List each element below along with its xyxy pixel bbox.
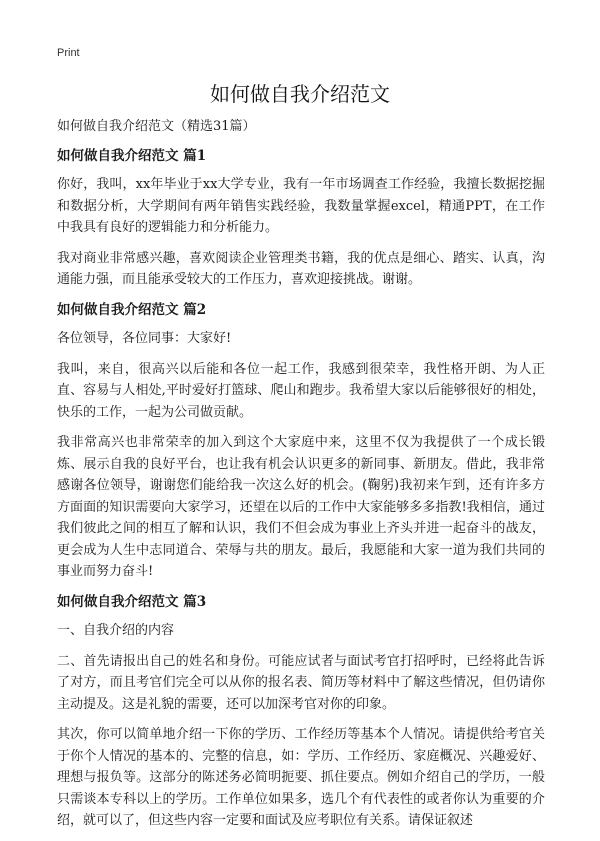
paragraph: 我叫，来自，很高兴以后能和各位一起工作，我感到很荣幸，我性格开朗、为人正直、容易与人相处,平时爱好打篮球、爬山和跑步。我希望大家以后能够很好的相处，快乐的工作，一起为公司做贡献。 <box>57 361 545 420</box>
paragraph: 你好，我叫，xx年毕业于xx大学专业，我有一年市场调查工作经验，我擅长数据挖掘和数据分析，大学期间有两年销售实践经验，我数量掌握excel，精通PPT，在工作中我具有良好的逻辑能力和分析能力。 <box>57 177 545 235</box>
paragraph: 二、首先请报出自己的姓名和身份。可能应试者与面试考官打招呼时，已经将此告诉了对方，而且考官们完全可以从你的报名表、简历等材料中了解这些情况，但仍请你主动提及。这是礼貌的需要，还可以加深考官对你的印象。 <box>57 653 545 712</box>
paragraph: 一、自我介绍的内容 <box>57 623 175 638</box>
section-heading-2: 如何做自我介绍范文 篇2 <box>57 301 207 318</box>
paragraph: 其次，你可以简单地介绍一下你的学历、工作经历等基本个人情况。请提供给考官关于你个人情况的基本的、完整的信息，如：学历、工作经历、家庭概况、兴趣爱好、理想与报负等。这部分的陈述务必简明扼要、抓住要点。例如介绍自己的学历，一般只需谈本专科以上的学历。工作单位如果多，选几个有代表性的或者你认为重要的介绍，就可以了，但这些内容一定要和面试及应考职位有关系。请保证叙述 <box>57 727 545 828</box>
paragraph: 各位领导，各位同事：大家好! <box>57 331 232 346</box>
paragraph: 我对商业非常感兴趣，喜欢阅读企业管理类书籍，我的优点是细心、踏实、认真，沟通能力强，而且能承受较大的工作压力，喜欢迎接挑战。谢谢。 <box>57 250 545 287</box>
document-body <box>57 116 545 841</box>
section-heading-3: 如何做自我介绍范文 篇3 <box>57 593 207 610</box>
section-heading-1: 如何做自我介绍范文 篇1 <box>57 147 207 164</box>
paragraph: 我非常高兴也非常荣幸的加入到这个大家庭中来，这里不仅为我提供了一个成长锻炼、展示自我的良好平台，也让我有机会认识更多的新同事、新朋友。借此，我非常感谢各位领导，谢谢您们能给我一次这么好的机会。(鞠躬)我初来乍到，还有许多方方面面的知识需要向大家学习，还望在以后的工作中大家能够多多指教!我相信，通过我们彼此之间的相互了解和认识，我们不但会成为事业上齐头并进一起奋斗的战友，更会成为人生中志同道合、荣辱与共的朋友。最后，我愿能和大家一道为我们共同的事业而努力奋斗! <box>57 435 545 579</box>
print-label: Print <box>57 47 80 59</box>
document-subtitle: 如何做自我介绍范文（精选31篇） <box>57 119 256 134</box>
page-title: 如何做自我介绍范文 <box>210 82 390 106</box>
